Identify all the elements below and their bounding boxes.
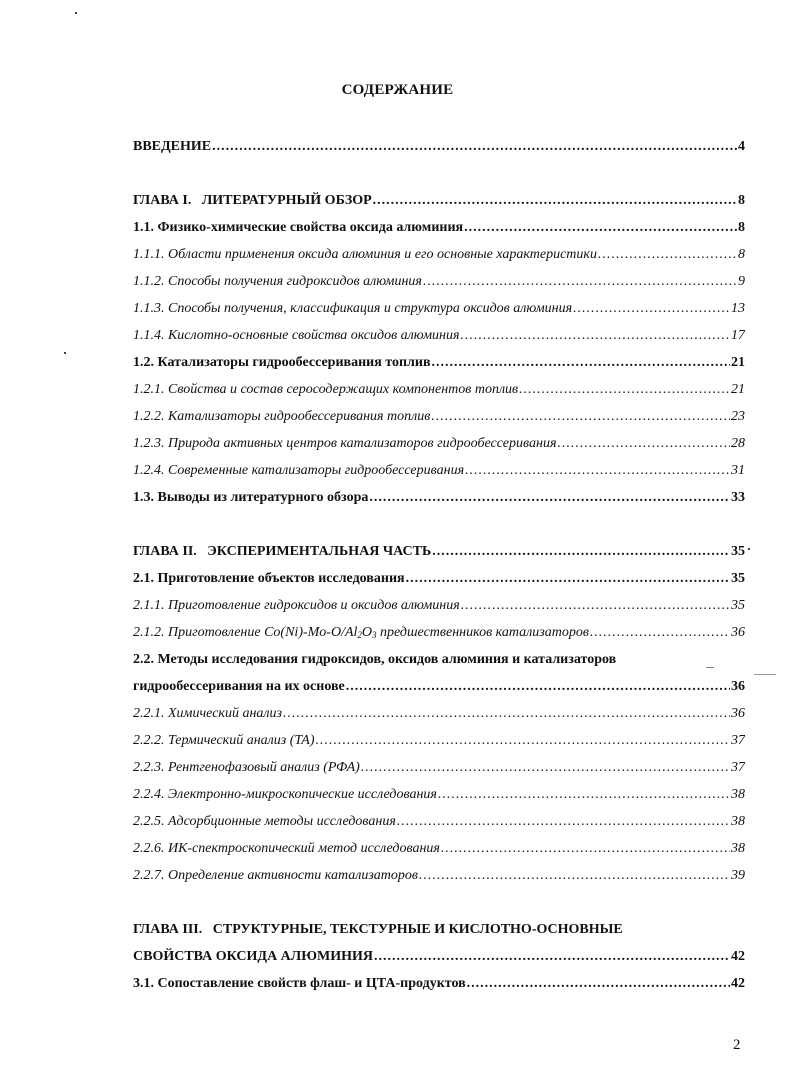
leader-dots	[419, 866, 730, 886]
toc-entry-2-1-1[interactable]	[133, 596, 745, 616]
toc-entry-1-2-1[interactable]	[133, 380, 745, 400]
toc-entry-page: 28	[731, 436, 745, 451]
toc-entry-page: 8	[738, 247, 745, 262]
toc-entry-1-1-2[interactable]	[133, 272, 745, 292]
toc-entry-label: 1.2.2. Катализаторы гидрообессеривания топлив	[133, 409, 431, 424]
toc-entry-2-2-4[interactable]	[133, 785, 745, 805]
leader-dots	[431, 407, 730, 427]
toc-entry-label: ГЛАВА I. ЛИТЕРАТУРНЫЙ ОБЗОР	[133, 193, 372, 208]
toc-entry-page: 38	[731, 814, 745, 829]
toc-entry-label	[133, 623, 589, 643]
toc-entry-page: 17	[731, 328, 745, 343]
leader-dots	[465, 461, 730, 481]
toc-entry-label: 2.1.1. Приготовление гидроксидов и оксидов алюминия	[133, 598, 460, 613]
toc-entry-page: 42	[731, 976, 745, 991]
toc-entry-page: 39	[731, 868, 745, 883]
toc-entry-page: 13	[731, 301, 745, 316]
leader-dots	[461, 596, 730, 616]
toc-entry-page: 35	[731, 598, 745, 613]
toc-entry-label: 2.2.2. Термический анализ (ТА)	[133, 733, 315, 748]
toc-entry-2-1-2[interactable]	[133, 623, 745, 643]
toc-entry-label: 3.1. Сопоставление свойств флаш- и ЦТА-продуктов	[133, 976, 466, 991]
toc-entry-1-1-1[interactable]	[133, 245, 745, 265]
toc-entry-page: 36	[731, 706, 745, 721]
leader-dots	[397, 812, 730, 832]
toc-entry-label: 2.2.5. Адсорбционные методы исследования	[133, 814, 396, 829]
toc-entry-1-1-3[interactable]	[133, 299, 745, 319]
leader-dots	[441, 839, 730, 859]
toc-entry-2-2[interactable]	[133, 677, 745, 697]
leader-dots	[283, 704, 730, 724]
leader-dots	[557, 434, 730, 454]
leader-dots	[369, 488, 730, 508]
toc-entry-chapter-3[interactable]	[133, 947, 745, 967]
leader-dots	[590, 623, 730, 643]
toc-entry-3-1[interactable]	[133, 974, 745, 994]
toc-entry-label: 1.1. Физико-химические свойства оксида алюминия	[133, 220, 464, 235]
leader-dots	[467, 974, 730, 994]
toc-entry-label: 1.2.4. Современные катализаторы гидрообессеривания	[133, 463, 465, 478]
toc-entry-page: 35	[731, 544, 745, 559]
toc-entry-page: 4	[738, 139, 745, 154]
toc-entry-page: 23	[731, 409, 745, 424]
scan-speck	[748, 548, 750, 550]
toc-entry-1-2-4[interactable]	[133, 461, 745, 481]
toc-entry-page: 21	[731, 355, 745, 370]
toc-entry-2-1[interactable]	[133, 569, 745, 589]
label-part: предшественников катализаторов	[376, 625, 589, 640]
toc-entry-label: 2.2.4. Электронно-микроскопические исследования	[133, 787, 437, 802]
toc-entry-label: гидрообессеривания на их основе	[133, 679, 345, 694]
toc-entry-label: 1.2.3. Природа активных центров катализаторов гидрообессеривания	[133, 436, 557, 451]
toc-entry-2-2-7[interactable]	[133, 866, 745, 886]
toc-entry-label: 1.1.2. Способы получения гидроксидов алюминия	[133, 274, 422, 289]
toc-entry-page: 9	[738, 274, 745, 289]
page-title: СОДЕРЖАНИЕ	[341, 82, 454, 98]
toc-entry-page: 8	[738, 220, 745, 235]
toc-entry-1-2-3[interactable]	[133, 434, 745, 454]
toc-entry-page: 8	[738, 193, 745, 208]
toc-entry-label: 1.2. Катализаторы гидрообессеривания топлив	[133, 355, 431, 370]
toc-entry-label: 1.1.4. Кислотно-основные свойства оксидов алюминия	[133, 328, 460, 343]
toc-entry-1-1[interactable]	[133, 218, 745, 238]
toc-entry-2-2-line-1[interactable]: 2.2. Методы исследования гидроксидов, оксидов алюминия и катализаторов	[133, 652, 617, 667]
toc-entry-label: 2.2.1. Химический анализ	[133, 706, 282, 721]
scan-speck	[64, 352, 66, 354]
toc-entry-1-2-2[interactable]	[133, 407, 745, 427]
toc-entry-page: 42	[731, 949, 745, 964]
toc-entry-2-2-2[interactable]	[133, 731, 745, 751]
leader-dots	[573, 299, 730, 319]
toc-entry-chapter-3-line-1[interactable]: ГЛАВА III. СТРУКТУРНЫЕ, ТЕКСТУРНЫЕ И КИСЛОТНО-ОСНОВНЫЕ	[133, 922, 623, 937]
leader-dots	[461, 326, 730, 346]
toc-entry-introduction[interactable]	[133, 137, 745, 157]
toc-entry-chapter-1[interactable]	[133, 191, 745, 211]
toc-entry-1-1-4[interactable]	[133, 326, 745, 346]
toc-entry-page: 33	[731, 490, 745, 505]
toc-entry-2-2-1[interactable]	[133, 704, 745, 724]
toc-entry-2-2-5[interactable]	[133, 812, 745, 832]
toc-entry-2-2-6[interactable]	[133, 839, 745, 859]
toc-entry-page: 21	[731, 382, 745, 397]
toc-entry-page: 38	[731, 787, 745, 802]
leader-dots	[374, 947, 730, 967]
scan-speck	[754, 674, 776, 675]
toc-entry-label: 1.1.3. Способы получения, классификация и структура оксидов алюминия	[133, 301, 573, 316]
leader-dots	[423, 272, 737, 292]
toc-entry-label: СВОЙСТВА ОКСИДА АЛЮМИНИЯ	[133, 949, 373, 964]
leader-dots	[346, 677, 730, 697]
toc-entry-label: 2.1. Приготовление объектов исследования	[133, 571, 405, 586]
toc-entry-label: 1.3. Выводы из литературного обзора	[133, 490, 369, 505]
toc-entry-2-2-3[interactable]	[133, 758, 745, 778]
leader-dots	[464, 218, 737, 238]
leader-dots	[406, 569, 730, 589]
toc-entry-label: 1.1.1. Области применения оксида алюминия и его основные характеристики	[133, 247, 597, 262]
toc-entry-page: 37	[731, 760, 745, 775]
leader-dots	[316, 731, 731, 751]
leader-dots	[432, 542, 730, 562]
toc-entry-1-3[interactable]	[133, 488, 745, 508]
label-part: 2.1.2. Приготовление Co(Ni)-Mo-O/Al	[133, 625, 358, 640]
toc-entry-label: 2.2.3. Рентгенофазовый анализ (РФА)	[133, 760, 360, 775]
toc-entry-chapter-2[interactable]	[133, 542, 745, 562]
toc-entry-page: 36	[731, 679, 745, 694]
leader-dots	[438, 785, 730, 805]
toc-entry-page: 36	[731, 625, 745, 640]
toc-entry-page: 35	[731, 571, 745, 586]
toc-entry-label: 2.2.6. ИК-спектроскопический метод исследования	[133, 841, 440, 856]
toc-entry-label: 2.2.7. Определение активности катализаторов	[133, 868, 418, 883]
leader-dots	[519, 380, 730, 400]
toc-entry-1-2[interactable]	[133, 353, 745, 373]
leader-dots	[432, 353, 730, 373]
subscript: 3	[372, 630, 377, 640]
leader-dots	[598, 245, 737, 265]
toc-entry-page: 38	[731, 841, 745, 856]
toc-entry-label: ГЛАВА II. ЭКСПЕРИМЕНТАЛЬНАЯ ЧАСТЬ	[133, 544, 432, 559]
leader-dots	[212, 137, 737, 157]
label-part: O	[361, 625, 373, 640]
leader-dots	[361, 758, 730, 778]
scan-speck	[706, 667, 714, 668]
toc-entry-label: 1.2.1. Свойства и состав серосодержащих компонентов топлив	[133, 382, 519, 397]
toc-entry-page: 31	[731, 463, 745, 478]
scan-speck	[75, 12, 77, 14]
toc-entry-label: ВВЕДЕНИЕ	[133, 139, 212, 154]
page-number: 2	[733, 1037, 741, 1053]
subscript: 2	[357, 630, 362, 640]
leader-dots	[373, 191, 737, 211]
toc-entry-page: 37	[731, 733, 745, 748]
